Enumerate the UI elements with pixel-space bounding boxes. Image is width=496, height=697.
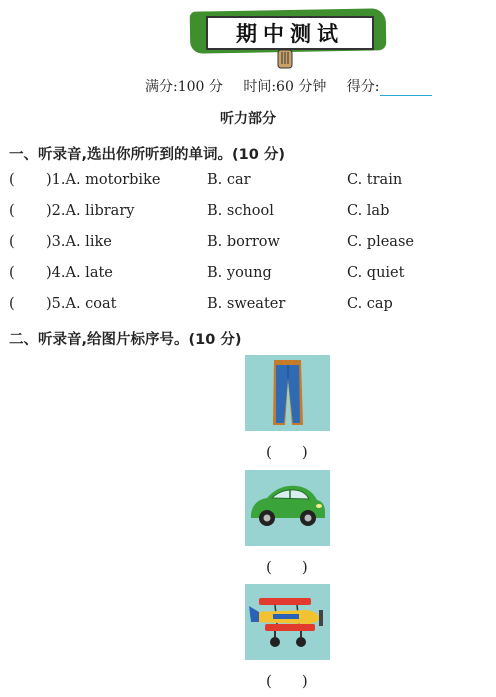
score-label: 得分: (346, 79, 380, 95)
option-b: B. car (207, 172, 251, 188)
option-b: B. sweater (207, 296, 286, 312)
score-blank[interactable] (380, 81, 432, 96)
option-a: )2.A. library (46, 203, 135, 219)
answer-paren[interactable]: ( (9, 265, 15, 281)
option-b: B. school (207, 203, 274, 219)
part-title: 听力部分 (220, 111, 276, 127)
option-c: C. cap (347, 296, 393, 312)
section1-heading: 一、听录音,选出你所听到的单词。(10 分) (9, 147, 285, 163)
option-a: )1.A. motorbike (46, 172, 161, 188)
answer-paren[interactable]: ( (9, 296, 15, 312)
picture-trousers (245, 355, 330, 431)
option-c: C. train (347, 172, 403, 188)
option-c: C. lab (347, 203, 390, 219)
answer-blank-1[interactable]: ( ) (266, 443, 308, 461)
picture-car (245, 470, 330, 546)
option-c: C. please (347, 234, 414, 250)
section2-heading: 二、听录音,给图片标序号。(10 分) (9, 332, 242, 348)
banner-frame (206, 16, 374, 50)
answer-paren[interactable]: ( (9, 172, 15, 188)
trousers-icon (245, 355, 330, 431)
exam-meta (145, 76, 448, 96)
title-banner (190, 10, 386, 58)
page-title: 期中测试 (236, 22, 344, 46)
car-icon (245, 470, 330, 546)
full-score-label: 满分:100 分 (145, 79, 223, 95)
option-b: B. borrow (207, 234, 280, 250)
answer-paren[interactable]: ( (9, 203, 15, 219)
answer-blank-3[interactable]: ( ) (266, 672, 308, 690)
airplane-icon (245, 584, 330, 660)
option-a: )5.A. coat (46, 296, 117, 312)
answer-paren[interactable]: ( (9, 234, 15, 250)
answer-blank-2[interactable]: ( ) (266, 558, 308, 576)
option-b: B. young (207, 265, 272, 281)
option-c: C. quiet (347, 265, 405, 281)
option-a: )4.A. late (46, 265, 113, 281)
hand-icon (274, 48, 296, 70)
picture-airplane (245, 584, 330, 660)
time-label: 时间:60 分钟 (243, 79, 327, 95)
option-a: )3.A. like (46, 234, 112, 250)
